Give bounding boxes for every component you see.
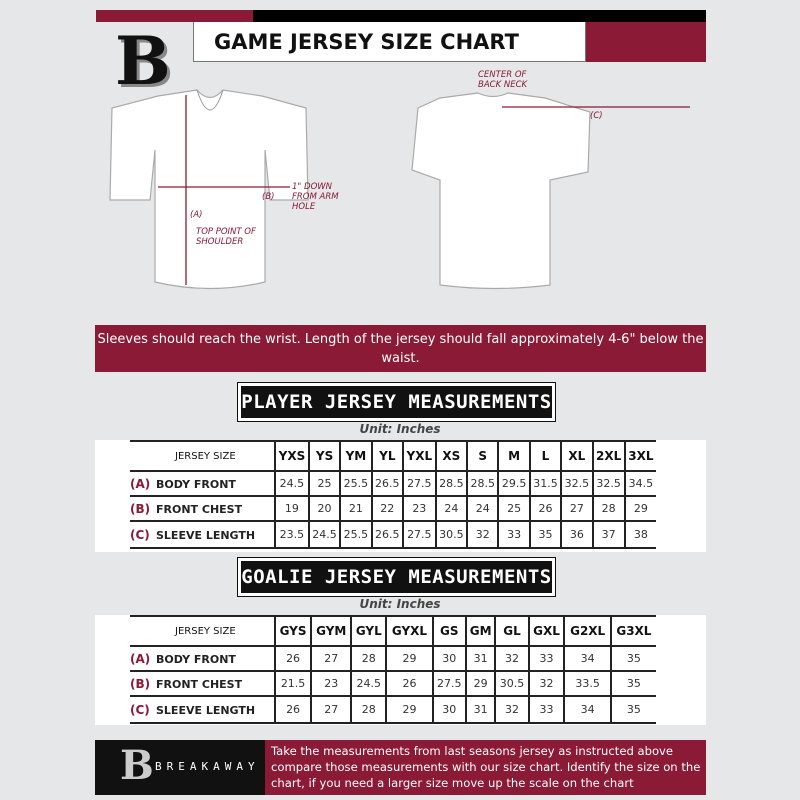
footer-instructions: Take the measurements from last seasons jersey as instructed above compare those measurements with our size chart. Identify the size on the chart, if you need a larger size move up the scale on the chart [265,740,706,795]
size-header-cell: YS [309,441,340,471]
measurement-cell: 28 [593,496,625,521]
measurement-cell: 24.5 [275,471,309,496]
goalie-section-title: GOALIE JERSEY MEASUREMENTS [238,558,555,596]
measurement-cell: 35 [611,671,656,696]
label-b: (B) [262,192,275,202]
measurement-cell: 30 [433,646,466,671]
measurement-cell: 30.5 [495,671,528,696]
measurement-cell: 28 [351,646,386,671]
measurement-cell: 33 [529,646,565,671]
measurement-cell: 32 [495,696,528,723]
row-name: FRONT CHEST [156,502,243,516]
size-header-cell: G3XL [611,616,656,646]
measurement-cell: 26.5 [372,521,403,548]
measurement-cell: 27 [311,646,351,671]
label-c: (C) [590,111,603,121]
measurement-cell: 32 [529,671,565,696]
row-name: BODY FRONT [156,477,236,491]
measurement-cell: 33 [529,696,565,723]
row-name: BODY FRONT [156,652,236,666]
measurement-cell: 31 [466,696,496,723]
row-code: (B) [130,501,151,516]
size-header-cell: GYS [275,616,311,646]
measurement-cell: 35 [530,521,561,548]
row-label [130,496,275,521]
measurement-cell: 32 [495,646,528,671]
label-center-back-neck: CENTER OF BACK NECK [478,70,528,90]
measurement-cell: 25 [498,496,529,521]
measurement-cell: 26 [275,646,311,671]
measurement-cell: 32.5 [561,471,592,496]
row-code: (C) [130,702,150,717]
row-name: SLEEVE LENGTH [156,703,256,717]
size-header-cell: 2XL [593,441,625,471]
size-header-cell: XS [436,441,467,471]
table-row [130,696,656,723]
row-label [130,696,275,723]
measurement-cell: 24 [436,496,467,521]
brand-logo: B [115,22,171,100]
row-name: FRONT CHEST [156,677,243,691]
row-label [130,671,275,696]
measurement-cell: 25.5 [340,471,371,496]
size-header: JERSEY SIZE [130,441,275,471]
size-header-cell: YXS [275,441,309,471]
table-header-row [130,616,656,646]
table-row [130,471,656,496]
label-top-point: TOP POINT OF SHOULDER [196,227,256,247]
measurement-cell: 27.5 [433,671,466,696]
measurement-cell: 26 [386,671,432,696]
measurement-cell: 35 [611,696,656,723]
measurement-cell: 21.5 [275,671,311,696]
measurement-cell: 28.5 [467,471,498,496]
measurement-cell: 24.5 [351,671,386,696]
measurement-cell: 29 [386,696,432,723]
measurement-cell: 27 [311,696,351,723]
row-code: (B) [130,676,151,691]
measurement-cell: 27.5 [403,471,436,496]
measurement-cell: 32 [467,521,498,548]
measurement-cell: 34 [564,696,610,723]
player-size-table [130,440,656,549]
label-1-inch-down: 1" DOWN FROM ARM HOLE [292,182,339,212]
measurement-cell: 29 [625,496,656,521]
size-header-cell: G2XL [564,616,610,646]
size-header-cell: YXL [403,441,436,471]
measurement-cell: 30.5 [436,521,467,548]
measurement-cell: 28.5 [436,471,467,496]
row-label [130,471,275,496]
measurement-cell: 34 [564,646,610,671]
measurement-cell: 24.5 [309,521,340,548]
size-header-cell: GYXL [386,616,432,646]
measurement-cell: 35 [611,646,656,671]
measurement-cell: 21 [340,496,371,521]
jersey-diagram [0,0,800,320]
size-header-cell: GXL [529,616,565,646]
footer-logo: B [120,742,154,789]
jersey-back [412,93,590,289]
measurement-cell: 38 [625,521,656,548]
size-header-cell: GYM [311,616,351,646]
row-label [130,646,275,671]
measurement-cell: 23.5 [275,521,309,548]
measurement-cell: 25.5 [340,521,371,548]
row-name: SLEEVE LENGTH [156,528,256,542]
size-header-cell: M [498,441,529,471]
measurement-cell: 26 [530,496,561,521]
measurement-cell: 33.5 [564,671,610,696]
size-header-cell: YM [340,441,371,471]
table-row [130,646,656,671]
row-label [130,521,275,548]
measurement-cell: 26.5 [372,471,403,496]
size-header-cell: GL [495,616,528,646]
measurement-cell: 34.5 [625,471,656,496]
row-code: (C) [130,527,150,542]
size-header-cell: GYL [351,616,386,646]
measurement-cell: 29 [466,671,496,696]
measurement-cell: 30 [433,696,466,723]
measurement-cell: 27 [561,496,592,521]
label-a: (A) [190,210,203,220]
measurement-cell: 19 [275,496,309,521]
measurement-cell: 27.5 [403,521,436,548]
size-header-cell: GM [466,616,496,646]
row-code: (A) [130,476,151,491]
goalie-unit: Unit: Inches [359,597,441,611]
fit-banner: Sleeves should reach the wrist. Length of the jersey should fall approximately 4-6" below the waist. [95,325,706,372]
measurement-cell: 23 [403,496,436,521]
size-header-cell: GS [433,616,466,646]
measurement-cell: 31 [466,646,496,671]
measurement-cell: 20 [309,496,340,521]
measurement-cell: 28 [351,696,386,723]
table-row [130,521,656,548]
measurement-cell: 36 [561,521,592,548]
measurement-cell: 22 [372,496,403,521]
measurement-cell: 24 [467,496,498,521]
size-header-cell: 3XL [625,441,656,471]
size-header-cell: XL [561,441,592,471]
table-row [130,671,656,696]
measurement-cell: 29 [386,646,432,671]
measurement-cell: 29.5 [498,471,529,496]
measurement-cell: 32.5 [593,471,625,496]
player-unit: Unit: Inches [359,422,441,436]
table-row [130,496,656,521]
size-header-cell: S [467,441,498,471]
jersey-front [110,90,308,289]
row-code: (A) [130,651,151,666]
goalie-size-table [130,615,656,724]
size-header: JERSEY SIZE [130,616,275,646]
footer-brand: BREAKAWAY [95,740,265,795]
measurement-cell: 26 [275,696,311,723]
size-header-cell: YL [372,441,403,471]
player-section-title: PLAYER JERSEY MEASUREMENTS [238,383,555,421]
measurement-cell: 33 [498,521,529,548]
measurement-cell: 25 [309,471,340,496]
measurement-cell: 31.5 [530,471,561,496]
measurement-cell: 37 [593,521,625,548]
size-header-cell: L [530,441,561,471]
table-header-row [130,441,656,471]
page-title: GAME JERSEY SIZE CHART [193,22,586,62]
measurement-cell: 23 [311,671,351,696]
